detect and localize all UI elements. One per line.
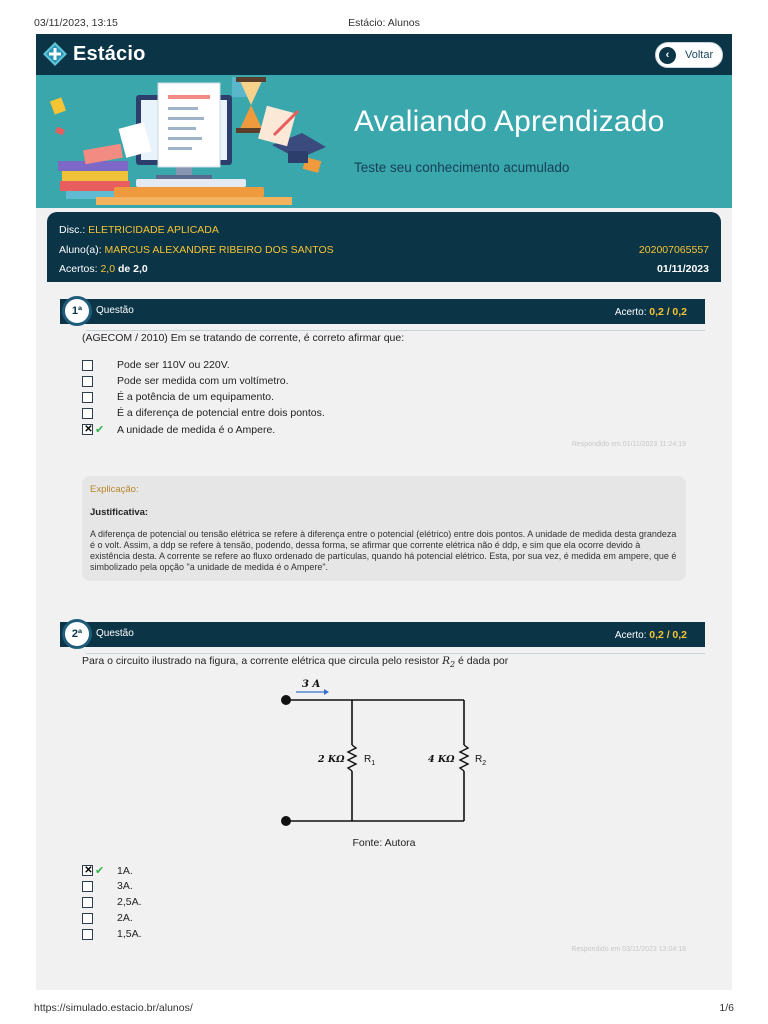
top-bar <box>36 34 732 75</box>
estacio-logo-icon <box>42 41 68 67</box>
r1-value: 2 KΩ <box>318 754 345 765</box>
acerto-label: Acerto: <box>614 630 647 641</box>
back-button-label: Voltar <box>685 49 714 61</box>
print-footer <box>0 996 768 1024</box>
option-label: Pode ser medida com um voltímetro. <box>117 375 289 387</box>
score-row <box>59 263 709 275</box>
question-text <box>82 655 508 669</box>
page <box>36 34 732 990</box>
option-checkbox[interactable] <box>82 929 93 940</box>
print-title: Estácio: Alunos <box>348 17 420 29</box>
resistor-r2 <box>460 745 468 771</box>
student-info-panel <box>47 212 721 282</box>
question-text: (AGECOM / 2010) Em se tratando de corrente, é correto afirmar que: <box>82 332 405 344</box>
figure-caption: Fonte: Autora <box>352 837 416 849</box>
explanation-label: Explicação: <box>90 484 139 495</box>
student-row <box>59 244 709 256</box>
answer-option[interactable] <box>82 391 274 403</box>
option-label: É a diferença de potencial entre dois pontos. <box>117 407 325 419</box>
question-header <box>60 299 705 324</box>
student-name: MARCUS ALEXANDRE RIBEIRO DOS SANTOS <box>104 244 334 256</box>
answered-timestamp: Respondido em 01/11/2023 11:24:19 <box>571 441 686 448</box>
acerto-value: 0,2 <box>649 306 664 318</box>
question-score <box>615 629 687 641</box>
acertos-label: Acertos: <box>59 263 98 275</box>
acertos-de: de <box>117 263 131 275</box>
answer-option[interactable] <box>82 375 289 387</box>
option-checkbox[interactable] <box>82 376 93 387</box>
option-label: É a potência de um equipamento. <box>117 391 275 403</box>
print-page-number: 1/6 <box>719 1002 734 1014</box>
logo-text: Estácio <box>73 42 146 65</box>
acertos-total: 2,0 <box>133 263 148 275</box>
option-checkbox[interactable] <box>82 881 93 892</box>
explanation-box <box>82 476 686 581</box>
resistor-symbol <box>442 655 456 670</box>
acerto-total: 0,2 <box>672 306 687 318</box>
answer-option-selected[interactable] <box>82 864 133 877</box>
print-header <box>0 0 768 34</box>
r2-value: 4 KΩ <box>428 754 455 765</box>
acerto-separator: / <box>666 306 670 318</box>
answer-option[interactable] <box>82 912 133 924</box>
option-label: 2,5A. <box>117 896 142 908</box>
answer-option[interactable] <box>82 928 142 940</box>
discipline-row <box>59 224 709 236</box>
answered-timestamp: Respondido em 03/11/2023 13:04:18 <box>571 946 686 953</box>
answer-option[interactable] <box>82 359 230 371</box>
option-checkbox[interactable] <box>82 360 93 371</box>
hero-subtitle: Teste seu conhecimento acumulado <box>354 160 570 175</box>
option-checkbox-checked[interactable] <box>82 424 93 435</box>
exam-date: 01/11/2023 <box>657 263 709 275</box>
hero-banner <box>36 75 732 208</box>
acerto-total: 0,2 <box>672 629 687 641</box>
explanation-body: A diferença de potencial ou tensão elétrica se refere à diferença entre o potencial (elétrico) entre dois pontos. A unidade de medida desta grandeza é o volt. Assim, a ddp se refere à tensão, podendo, dessa forma, se afirmar que corrente elétrica não é ddp, e sim que ela ocorre devido à existência desta. A corrente se refere ao fluxo ordenado de partículas, quando há potencial elétrico. Esta, por sua vez, é medida em ampere, que é simbolizado pela opção "a unidade de medida é o Ampere". <box>90 529 677 572</box>
acerto-value: 0,2 <box>649 629 664 641</box>
divider <box>86 330 705 331</box>
option-label: 1A. <box>117 864 133 877</box>
correct-check-icon: ✔ <box>95 865 105 877</box>
option-label: 2A. <box>117 912 133 924</box>
print-url: https://simulado.estacio.br/alunos/ <box>34 1002 193 1014</box>
answer-option[interactable] <box>82 896 142 908</box>
answer-option-selected[interactable] <box>82 423 275 436</box>
chevron-left-icon: ‹ <box>659 47 676 64</box>
correct-check-icon: ✔ <box>95 424 105 436</box>
acerto-label: Acerto: <box>614 307 647 318</box>
option-label: 1,5A. <box>117 928 142 940</box>
print-datetime: 03/11/2023, 13:15 <box>34 17 118 29</box>
back-button[interactable] <box>655 42 723 68</box>
option-checkbox[interactable] <box>82 408 93 419</box>
study-illustration <box>36 75 346 208</box>
question-number-badge: 2ª <box>62 619 92 649</box>
r2-label: $R_2$ <box>475 754 487 767</box>
acertos-value: 2,0 <box>100 263 116 275</box>
option-label: 3A. <box>117 880 133 892</box>
answer-option[interactable] <box>82 880 133 892</box>
resistor-symbol-subscript: 2 <box>450 660 456 670</box>
divider <box>86 653 705 654</box>
resistor-r1 <box>348 745 356 771</box>
current-label: 3 A <box>302 679 321 690</box>
answer-option[interactable] <box>82 407 325 419</box>
circuit-diagram <box>280 675 496 835</box>
estacio-logo[interactable] <box>42 41 146 67</box>
explanation-title: Justificativa: <box>90 507 149 518</box>
option-label: Pode ser 110V ou 220V. <box>117 359 230 371</box>
resistor-symbol-letter: R <box>442 655 451 667</box>
question-header <box>60 622 705 647</box>
option-checkbox[interactable] <box>82 913 93 924</box>
hero-title: Avaliando Aprendizado <box>354 105 665 138</box>
option-checkbox[interactable] <box>82 392 93 403</box>
terminal-top <box>281 695 291 705</box>
question-text-end: é dada por <box>458 655 509 667</box>
question-label: Questão <box>96 628 134 639</box>
question-number-badge: 1ª <box>62 296 92 326</box>
option-checkbox-checked[interactable] <box>82 865 93 876</box>
r1-label: $R_1$ <box>364 754 376 767</box>
option-checkbox[interactable] <box>82 897 93 908</box>
question-label: Questão <box>96 305 134 316</box>
question-text-start: Para o circuito ilustrado na figura, a corrente elétrica que circula pelo resistor <box>82 655 440 667</box>
student-label: Aluno(a): <box>59 244 102 256</box>
question-score <box>615 306 687 318</box>
disc-value: ELETRICIDADE APLICADA <box>88 224 219 236</box>
acerto-separator: / <box>666 629 670 641</box>
student-id: 202007065557 <box>638 244 709 256</box>
option-label: A unidade de medida é o Ampere. <box>117 423 276 436</box>
disc-label: Disc.: <box>59 224 86 236</box>
terminal-bottom <box>281 816 291 826</box>
